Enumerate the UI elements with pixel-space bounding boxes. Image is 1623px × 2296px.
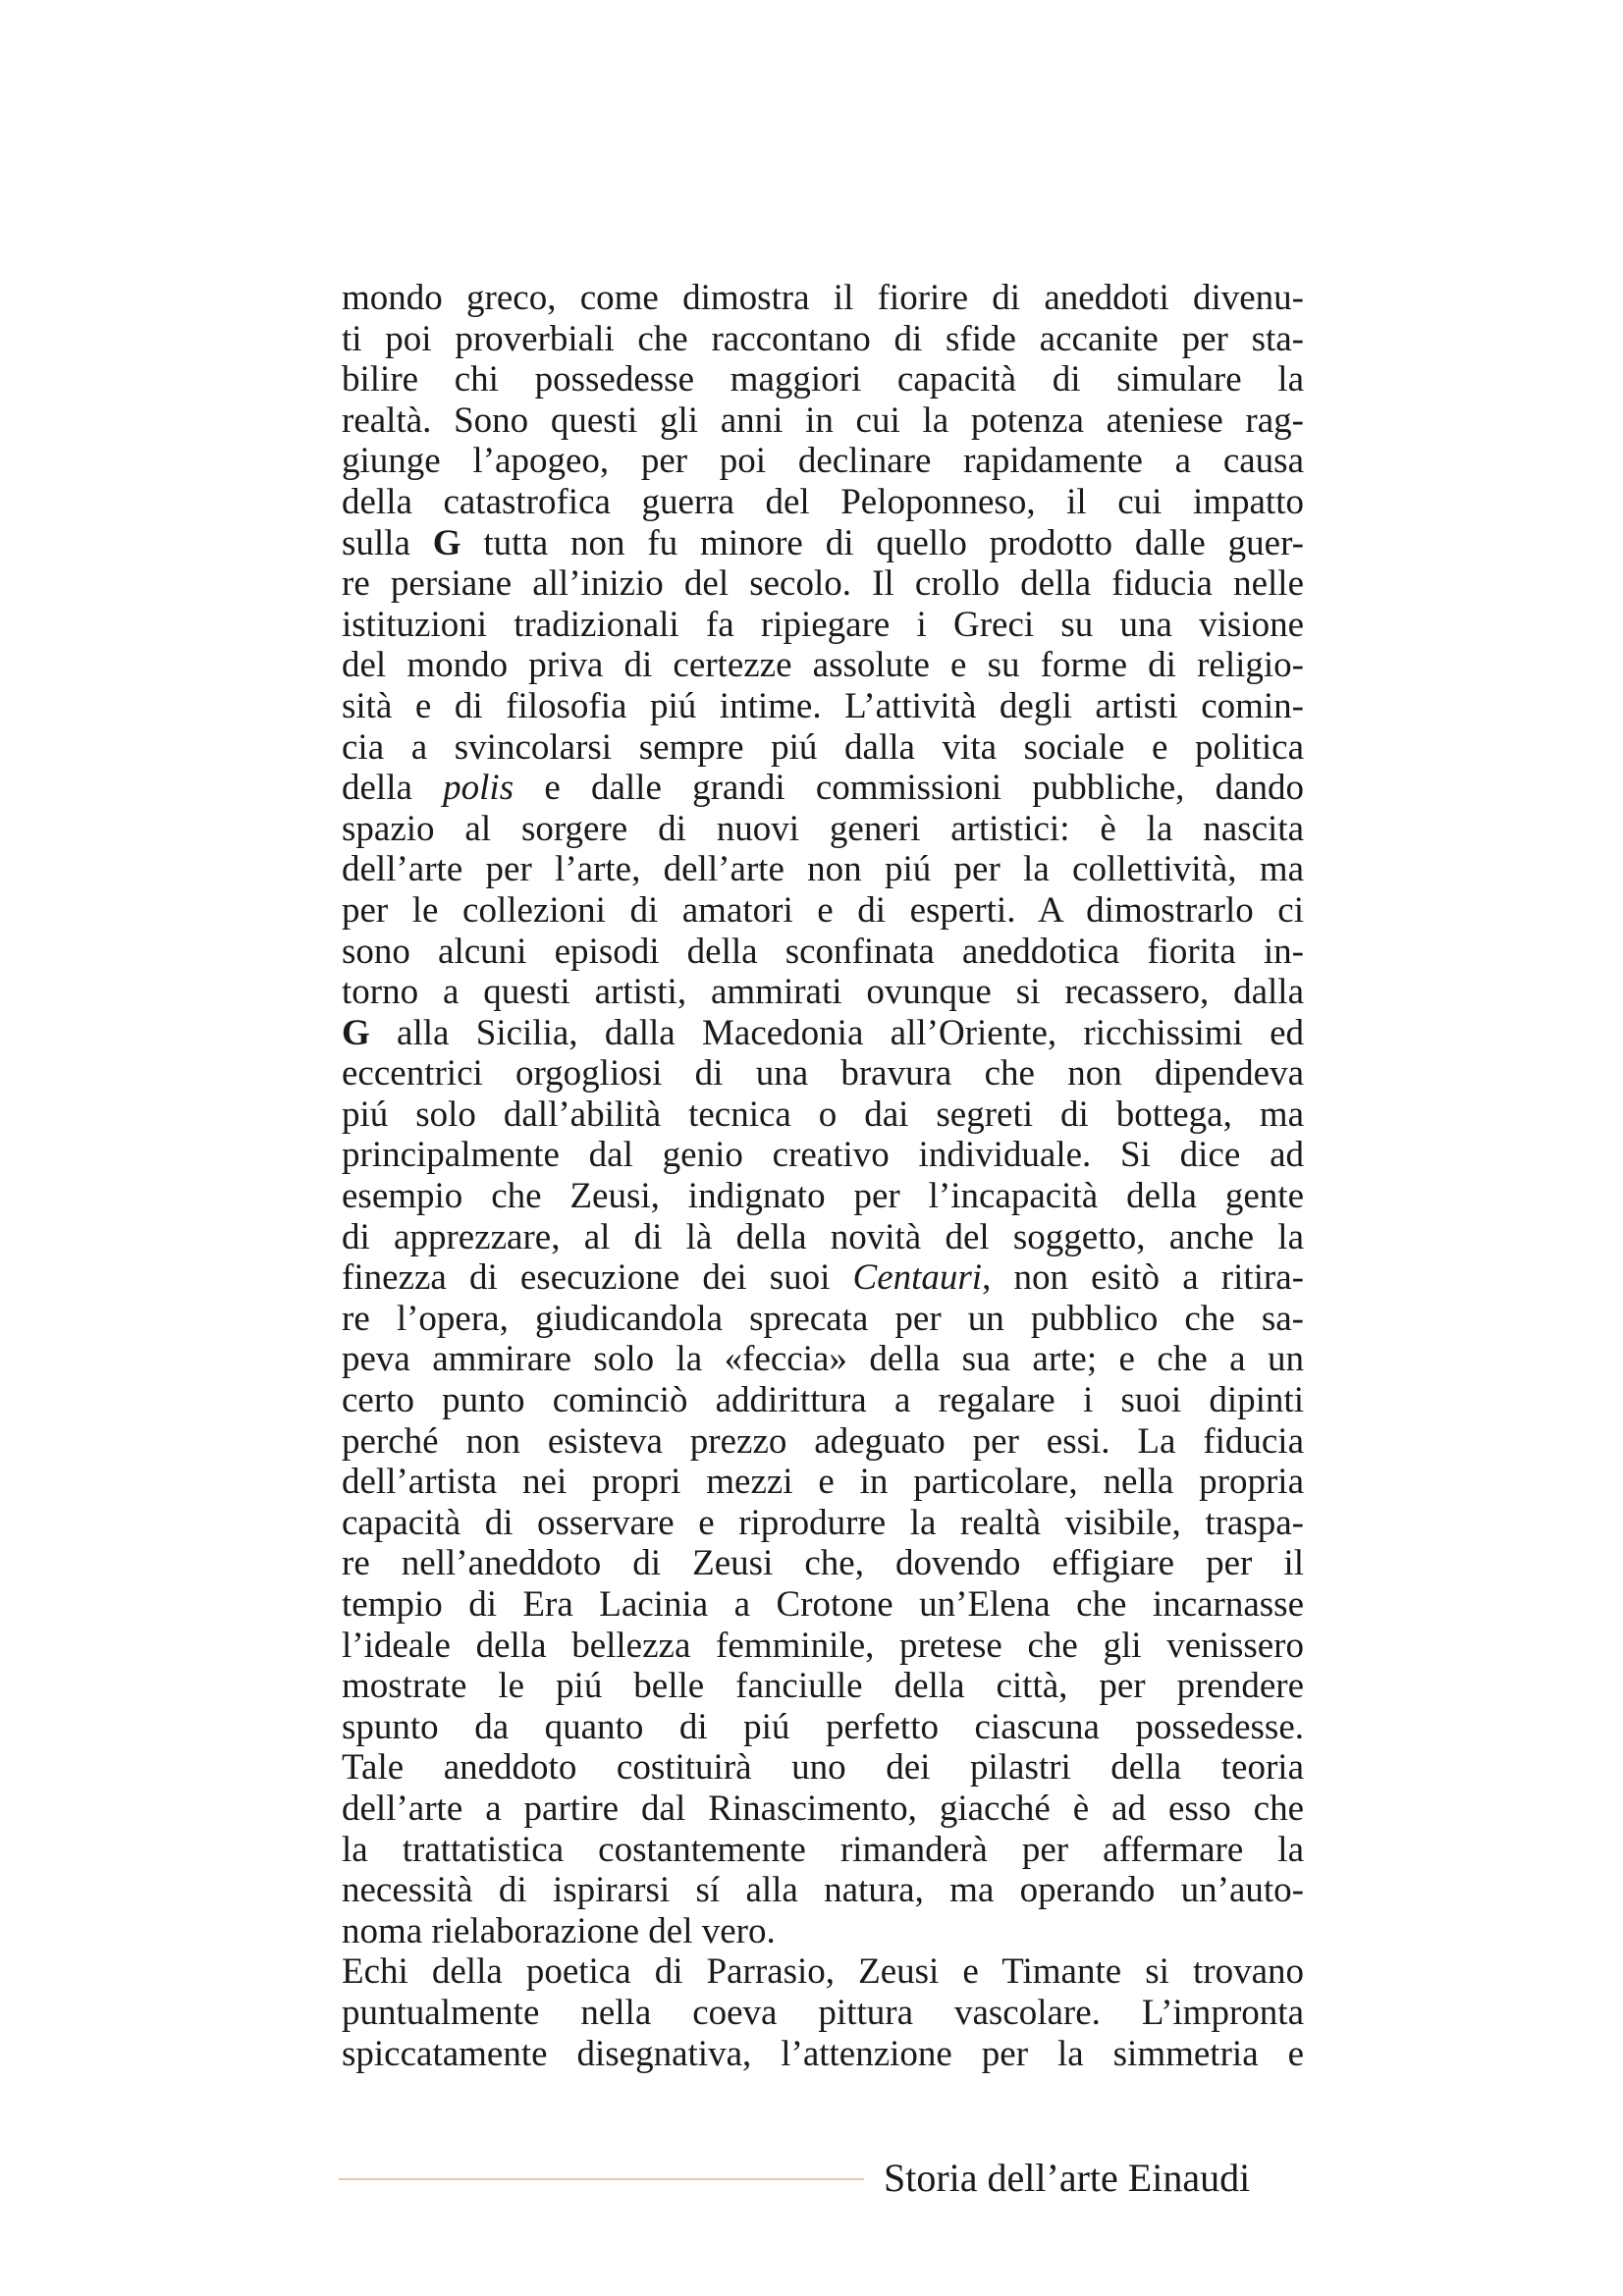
text-run: mondo greco, come dimostra il fiorire di aneddoti divenu- [342, 278, 1304, 318]
text-run: re nell’aneddoto di Zeusi che, dovendo effigiare per il [342, 1543, 1304, 1584]
text-run: finezza di esecuzione dei suoi [342, 1257, 853, 1299]
text-line [342, 1870, 1304, 1911]
text-run: dell’artista nei propri mezzi e in particolare, nella propria [342, 1462, 1304, 1503]
text-line [342, 278, 1304, 319]
text-line [342, 1626, 1304, 1667]
text-line [342, 849, 1304, 890]
text-line [342, 1951, 1304, 1993]
text-line [342, 1380, 1304, 1421]
text-run: necessità di ispirarsi sí alla natura, ma operando un’auto- [342, 1870, 1304, 1911]
text-run: spunto da quanto di piú perfetto ciascuna possedesse. [342, 1706, 1304, 1747]
text-line [342, 605, 1304, 646]
text-line [342, 1013, 1304, 1054]
text-run: di apprezzare, al di là della novità del soggetto, anche la [342, 1216, 1304, 1257]
text-line [342, 1176, 1304, 1217]
text-run: torno a questi artisti, ammirati ovunque si recassero, dalla [342, 972, 1304, 1013]
text-run: tempio di Era Lacinia a Crotone un’Elena che incarnasse [342, 1584, 1304, 1625]
text-run: principalmente dal genio creativo individuale. Si dice ad [342, 1135, 1304, 1176]
text-run: sulla [342, 522, 433, 563]
text-run: mostrate le piú belle fanciulle della città, per prendere [342, 1666, 1304, 1707]
text-run: cia a svincolarsi sempre piú dalla vita sociale e politica [342, 726, 1304, 768]
text-line [342, 686, 1304, 727]
text-line [342, 1584, 1304, 1626]
text-run: sono alcuni episodi della sconfinata aneddotica fiorita in- [342, 931, 1304, 972]
text-run: giunge l’apogeo, per poi declinare rapidamente a causa [342, 441, 1304, 482]
text-run: spazio al sorgere di nuovi generi artistici: è la nascita [342, 808, 1304, 849]
text-run: Echi della poetica di Parrasio, Zeusi e Timante si trovano [342, 1951, 1304, 1993]
body-text [342, 278, 1304, 2074]
text-line [342, 972, 1304, 1013]
text-run: la trattatistica costantemente rimanderà per affermare la [342, 1829, 1304, 1870]
text-run: della catastrofica guerra del Peloponneso, il cui impatto [342, 481, 1304, 522]
text-line [342, 1135, 1304, 1176]
footer-rule [339, 2178, 864, 2180]
text-line [342, 932, 1304, 973]
text-line [342, 359, 1304, 400]
text-run: piú solo dall’abilità tecnica o dai segreti di bottega, ma [342, 1094, 1304, 1135]
text-line [342, 1257, 1304, 1299]
text-run: puntualmente nella coeva pittura vascolare. L’impronta [342, 1992, 1304, 2033]
footer-title: Storia dell’arte Einaudi [884, 2156, 1251, 2200]
text-line [342, 727, 1304, 769]
text-line [342, 1095, 1304, 1136]
text-line [342, 1747, 1304, 1789]
text-run: perché non esisteva prezzo adeguato per essi. La fiducia [342, 1420, 1304, 1462]
text-line [342, 1421, 1304, 1463]
bold-abbrev: G [342, 1012, 370, 1053]
text-run: Tale aneddoto costituirà uno dei pilastri della teoria [342, 1747, 1304, 1789]
text-run: alla Sicilia, dalla Macedonia all’Oriente, ricchissimi ed [369, 1012, 1304, 1053]
text-run: capacità di osservare e riprodurre la realtà visibile, traspa- [342, 1502, 1304, 1543]
text-line [342, 400, 1304, 442]
text-run: certo punto cominciò addirittura a regalare i suoi dipinti [342, 1380, 1304, 1421]
text-line [342, 1911, 1304, 1952]
text-line [342, 809, 1304, 850]
text-line [342, 1053, 1304, 1095]
text-run: della [342, 768, 444, 809]
bold-abbrev: G [432, 522, 461, 563]
italic-term: polis [443, 768, 514, 809]
text-run: bilire chi possedesse maggiori capacità di simulare la [342, 359, 1304, 400]
text-run: ti poi proverbiali che raccontano di sfide accanite per sta- [342, 318, 1304, 359]
text-run: istituzioni tradizionali fa ripiegare i Greci su una visione [342, 604, 1304, 645]
text-line [342, 1462, 1304, 1503]
text-run: e dalle grandi commissioni pubbliche, dando [514, 768, 1305, 809]
italic-term: Centauri [852, 1257, 983, 1299]
text-line [342, 1789, 1304, 1830]
text-line [342, 1217, 1304, 1258]
text-line [342, 319, 1304, 360]
text-run: dell’arte per l’arte, dell’arte non piú per la collettività, ma [342, 849, 1304, 890]
text-run: del mondo priva di certezze assolute e su forme di religio- [342, 645, 1304, 686]
text-line [342, 563, 1304, 605]
text-run: spiccatamente disegnativa, l’attenzione per la simmetria e [342, 2033, 1304, 2074]
text-run: dell’arte a partire dal Rinascimento, giacché è ad esso che [342, 1788, 1304, 1829]
text-run: re persiane all’inizio del secolo. Il crollo della fiducia nelle [342, 563, 1304, 605]
text-line [342, 482, 1304, 523]
text-run: tutta non fu minore di quello prodotto dalle guer- [460, 522, 1304, 563]
text-line [342, 523, 1304, 564]
text-line [342, 1503, 1304, 1544]
text-line [342, 890, 1304, 932]
text-line [342, 1299, 1304, 1340]
text-run: esempio che Zeusi, indignato per l’incapacità della gente [342, 1176, 1304, 1217]
text-line [342, 768, 1304, 809]
text-run: sità e di filosofia piú intime. L’attività degli artisti comin- [342, 685, 1304, 726]
text-line [342, 1543, 1304, 1584]
text-line [342, 1707, 1304, 1748]
text-run: l’ideale della bellezza femminile, pretese che gli venissero [342, 1625, 1304, 1666]
text-line [342, 1993, 1304, 2034]
text-run: realtà. Sono questi gli anni in cui la potenza ateniese rag- [342, 400, 1304, 441]
text-run: eccentrici orgogliosi di una bravura che non dipendeva [342, 1053, 1304, 1095]
text-run: noma rielaborazione del vero. [342, 1910, 776, 1951]
text-run: , non esitò a ritira- [982, 1257, 1304, 1299]
text-line [342, 1830, 1304, 1871]
text-run: peva ammirare solo la «feccia» della sua arte; e che a un [342, 1339, 1304, 1380]
text-run: re l’opera, giudicandola sprecata per un pubblico che sa- [342, 1298, 1304, 1339]
text-line [342, 645, 1304, 686]
text-line [342, 441, 1304, 482]
text-run: per le collezioni di amatori e di esperti. A dimostrarlo ci [342, 889, 1304, 931]
text-line [342, 1339, 1304, 1380]
text-line [342, 1666, 1304, 1707]
text-line [342, 2034, 1304, 2075]
